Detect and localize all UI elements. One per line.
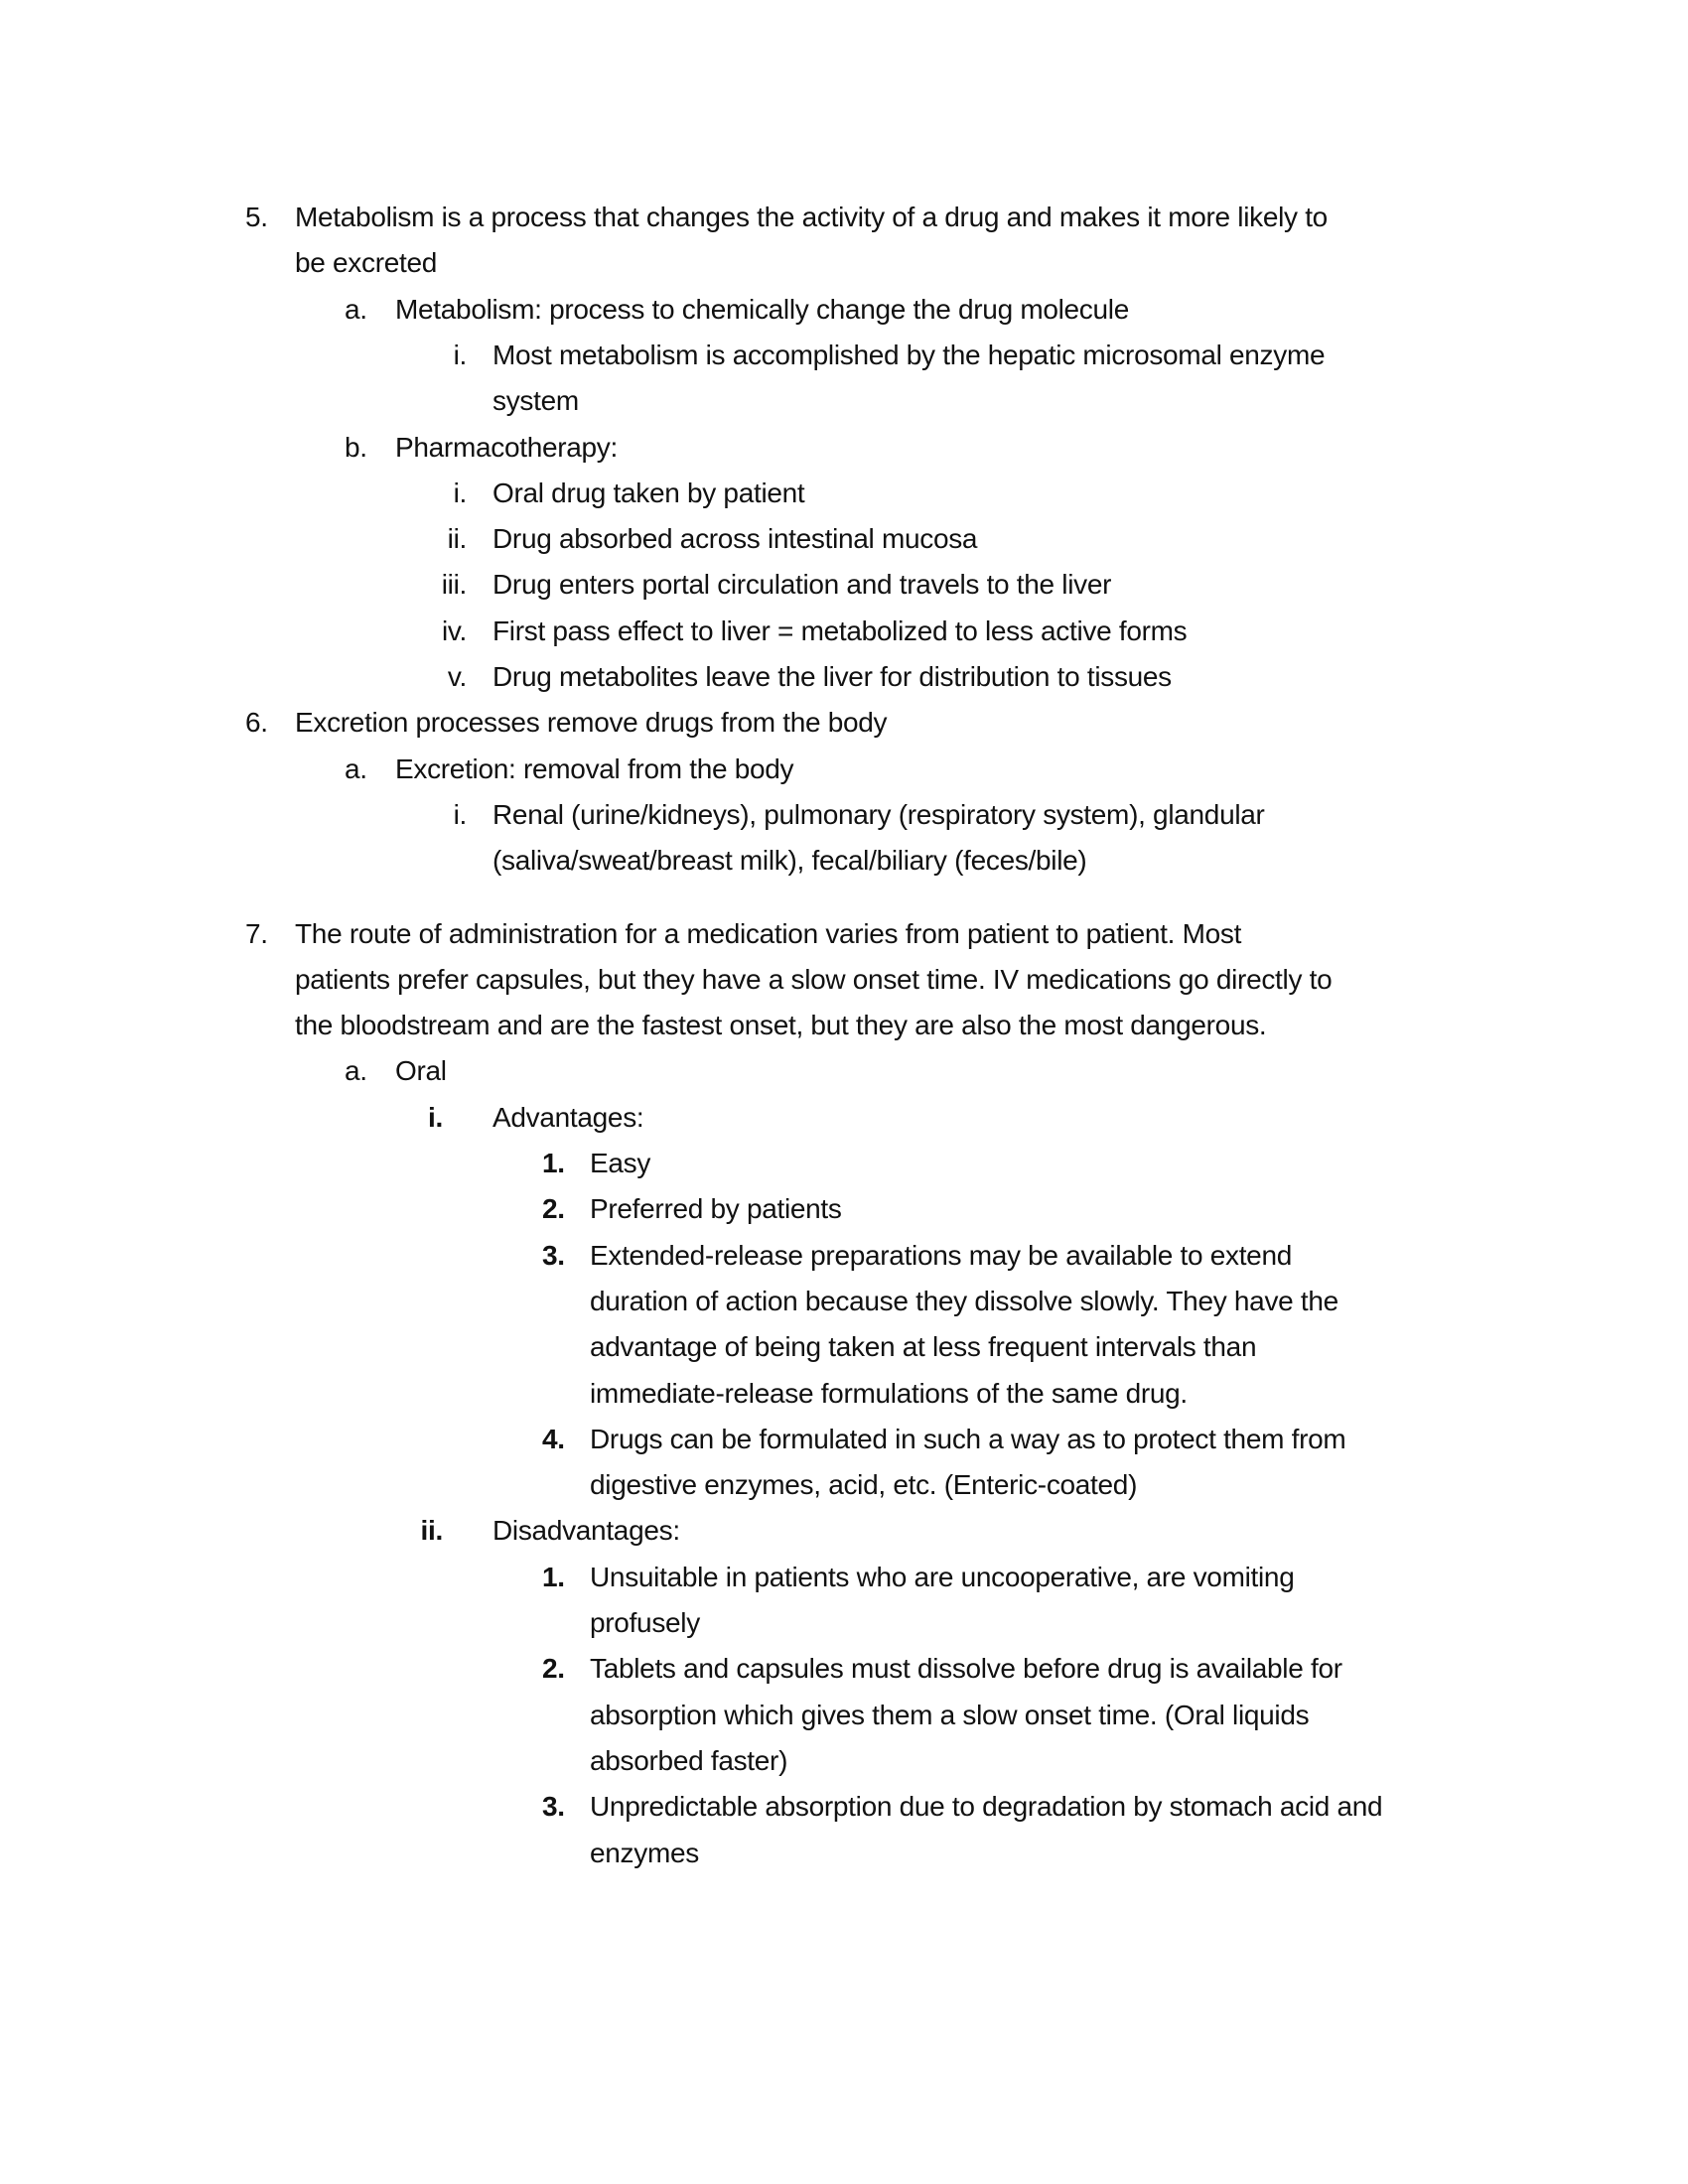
list-text: Pharmacotherapy: [395,431,618,463]
list-line [0,195,1688,240]
list-marker: ii. [447,523,467,555]
list-line [0,654,1688,700]
list-line [0,1646,1688,1692]
list-marker: 6. [245,707,268,739]
list-marker: 2. [542,1653,565,1685]
list-text: absorption which gives them a slow onset time. (Oral liquids [590,1699,1310,1730]
list-marker: 4. [542,1423,565,1454]
list-line [0,287,1688,333]
list-line [0,1693,1688,1738]
list-marker: b. [345,431,367,463]
list-text: digestive enzymes, acid, etc. (Enteric-coated) [590,1469,1138,1501]
list-text: Extended-release preparations may be available to extend [590,1239,1292,1271]
list-marker: i. [453,477,467,508]
list-line [0,1003,1688,1048]
list-text: absorbed faster) [590,1744,788,1776]
list-line [0,792,1688,838]
list-marker: a. [345,293,367,325]
list-text: Easy [590,1148,651,1178]
list-text: Metabolism: process to chemically change the drug molecule [395,293,1129,325]
list-marker: 1. [542,1148,565,1178]
list-line [0,1784,1688,1830]
list-line [0,1324,1688,1370]
list-marker: i. [453,798,467,830]
list-marker: iv. [441,614,467,646]
list-line [0,838,1688,884]
list-marker: a. [345,752,367,784]
list-marker: v. [447,661,467,692]
list-text: advantage of being taken at less frequent intervals than [590,1331,1257,1363]
list-text: enzymes [590,1837,699,1868]
list-line [0,471,1688,516]
list-marker: i. [428,1101,443,1133]
list-line [0,609,1688,654]
list-text: Renal (urine/kidneys), pulmonary (respiratory system), glandular [492,798,1265,830]
list-text: be excreted [295,247,438,279]
list-marker: ii. [420,1515,443,1547]
list-line [0,1417,1688,1462]
list-line [0,425,1688,471]
list-line [0,1371,1688,1417]
list-line [0,1462,1688,1508]
list-line [0,911,1688,957]
list-text: Oral drug taken by patient [492,477,805,508]
list-line [0,1831,1688,1876]
list-text: Excretion processes remove drugs from the body [295,707,888,739]
list-line [0,562,1688,608]
list-line [0,1186,1688,1232]
list-text: Advantages: [492,1101,644,1133]
list-marker: i. [453,339,467,370]
list-marker: a. [345,1055,367,1087]
list-text: First pass effect to liver = metabolized to less active forms [492,614,1188,646]
list-line [0,747,1688,792]
list-line [0,1095,1688,1141]
list-text: the bloodstream and are the fastest onset, but they are also the most dangerous. [295,1010,1267,1041]
list-line [0,700,1688,746]
list-text: Most metabolism is accomplished by the hepatic microsomal enzyme [492,339,1326,370]
list-marker: 5. [245,202,268,232]
list-line [0,1508,1688,1554]
list-text: Drug enters portal circulation and travels to the liver [492,569,1112,601]
list-text: Drug absorbed across intestinal mucosa [492,523,978,555]
list-text: duration of action because they dissolve slowly. They have the [590,1285,1338,1316]
list-text: Preferred by patients [590,1193,842,1225]
list-marker: 3. [542,1239,565,1271]
list-line [0,1233,1688,1279]
list-marker: iii. [441,569,467,601]
list-line [0,1738,1688,1784]
list-marker: 7. [245,917,268,949]
list-line [0,1048,1688,1094]
list-text: Disadvantages: [492,1515,680,1547]
list-marker: 3. [542,1791,565,1823]
list-text: Excretion: removal from the body [395,752,794,784]
list-text: Unsuitable in patients who are uncooperative, are vomiting [590,1561,1295,1592]
list-text: system [492,385,579,417]
list-text: patients prefer capsules, but they have a slow onset time. IV medications go directly to [295,963,1333,995]
list-line [0,1141,1688,1186]
list-text: Drugs can be formulated in such a way as to protect them from [590,1423,1346,1454]
list-line [0,378,1688,424]
list-text: Oral [395,1055,447,1087]
list-line [0,1555,1688,1600]
list-text: The route of administration for a medication varies from patient to patient. Most [295,917,1242,949]
list-text: Tablets and capsules must dissolve before drug is available for [590,1653,1342,1685]
list-marker: 1. [542,1561,565,1592]
list-line [0,240,1688,286]
list-line [0,333,1688,378]
list-text: Drug metabolites leave the liver for distribution to tissues [492,661,1172,692]
list-text: Metabolism is a process that changes the activity of a drug and makes it more likely to [295,202,1328,232]
list-marker: 2. [542,1193,565,1225]
list-text: Unpredictable absorption due to degradation by stomach acid and [590,1791,1383,1823]
list-line [0,1279,1688,1324]
list-text: immediate-release formulations of the same drug. [590,1377,1188,1409]
list-text: profusely [590,1607,700,1638]
list-line [0,516,1688,562]
list-line [0,957,1688,1003]
list-text: (saliva/sweat/breast milk), fecal/biliary (feces/bile) [492,845,1087,877]
list-line [0,1600,1688,1646]
